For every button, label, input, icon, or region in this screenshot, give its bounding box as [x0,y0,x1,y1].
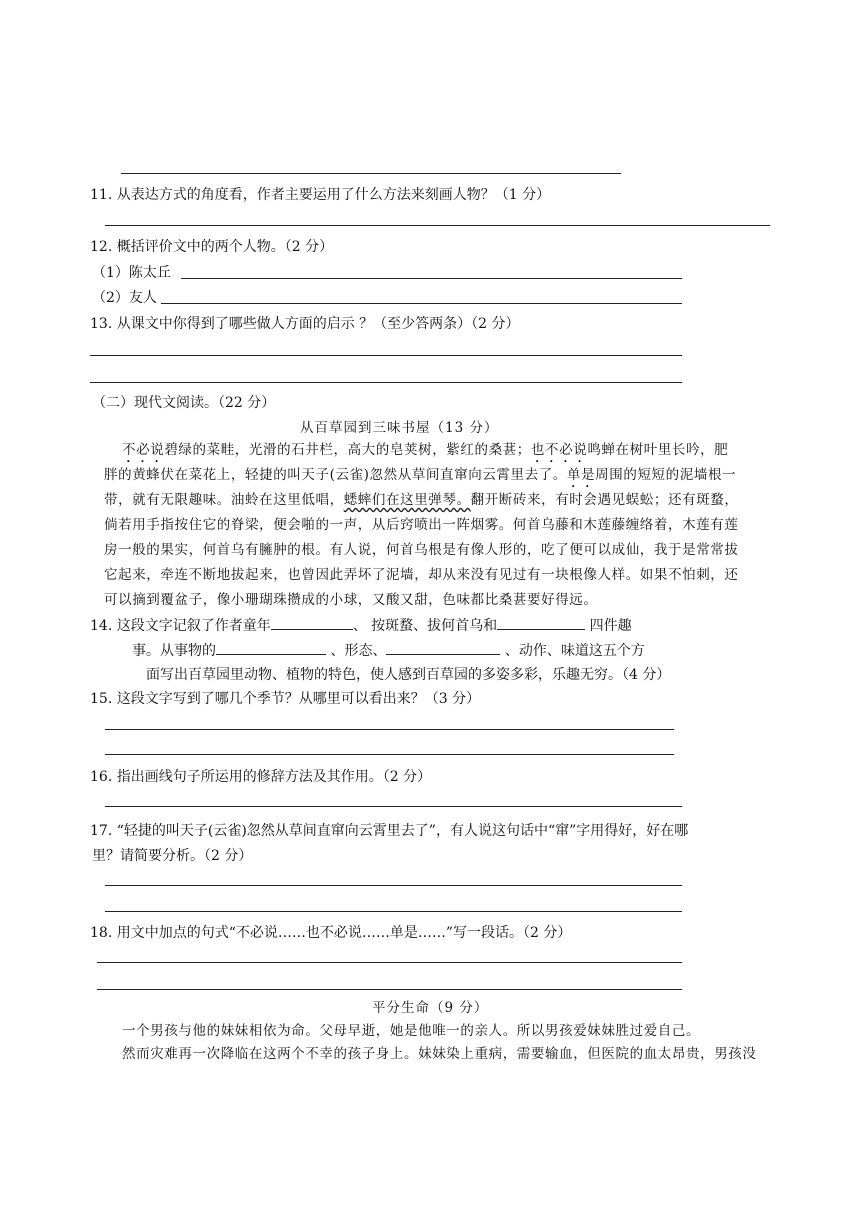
answer-line[interactable] [121,173,621,174]
section-heading: （二）现代文阅读。（22 分） [92,395,276,411]
blank-field[interactable] [216,640,326,655]
question-17-line-2: 里？请简要分析。（2 分） [92,848,253,864]
answer-line[interactable] [105,225,770,226]
answer-line[interactable] [90,355,682,356]
dotted-phrase: 单是 [566,467,596,483]
passage-line: 不必说碧绿的菜畦，光滑的石井栏，高大的皂荚树，紫红的桑葚；也不必说鸣蝉在树叶里长吟，肥 [122,442,729,458]
passage-line: 带，就有无限趣味。油蛉在这里低唱，蟋蟀们在这里弹琴。翻开断砖来，有时会遇见蜈蚣；还有斑蝥， [104,492,739,508]
blank-field[interactable] [386,640,500,655]
question-17: 17. “轻捷的叫天子(云雀)忽然从草间直窜向云霄里去了”，有人说这句话中“窜”字用得好，好在哪 [90,823,689,839]
answer-line[interactable] [97,962,682,963]
passage-line: 一个男孩与他的妹妹相依为命。父母早逝，她是他唯一的亲人。所以男孩爱妹妹胜过爱自己。 [122,1023,701,1039]
passage-line: 然而灾难再一次降临在这两个不幸的孩子身上。妹妹染上重病，需要输血，但医院的血太昂贵，男孩没 [122,1046,757,1062]
question-14-line-3: 面写出百草园里动物、植物的特色，使人感到百草园的多姿多彩，乐趣无穷。（4 分） [146,667,671,683]
passage-line: 可以摘到覆盆子，像小珊瑚珠攒成的小球，又酸又甜，色味都比桑葚要好得远。 [104,592,598,608]
answer-line[interactable] [97,989,682,990]
question-11: 11. 从表达方式的角度看，作者主要运用了什么方法来刻画人物？（1 分） [90,187,551,203]
question-13: 13. 从课文中你得到了哪些做人方面的启示 ？（至少答两条）（2 分） [90,316,520,332]
blank-field[interactable] [497,615,585,630]
question-14-line-2: 事。从事物的 、形态、 、动作、味道这五个方 [132,640,645,660]
passage-line: 它起来，牵连不断地拔起来，也曾因此弄坏了泥墙，却从来没有见过有一块根像人样。如果不怕刺，还 [104,567,739,583]
answer-line[interactable] [90,382,682,383]
question-12: 12. 概括评价文中的两个人物。（2 分） [90,239,334,255]
passage-line: 胖的黄蜂伏在菜花上，轻捷的叫天子(云雀)忽然从草间直窜向云霄里去了。单是周围的短短的泥墙根一 [104,467,737,483]
answer-line[interactable] [161,303,682,304]
passage-title: 从百草园到三味书屋（13 分） [300,420,499,436]
answer-line[interactable] [105,885,682,886]
answer-line[interactable] [105,754,674,755]
blank-field[interactable] [271,615,353,630]
dotted-phrase: 也不必说 [530,442,588,458]
dotted-phrase: 不必说 [122,442,165,458]
answer-line[interactable] [105,729,674,730]
answer-line[interactable] [105,911,682,912]
answer-line[interactable] [105,806,682,807]
passage-title: 平分生命（9 分） [372,1000,489,1016]
question-12-item-1: （1）陈太丘 [92,265,171,281]
question-16: 16. 指出画线句子所运用的修辞方法及其作用。（2 分） [90,769,432,785]
passage-line: 倘若用手指按住它的脊梁，便会啪的一声，从后窍喷出一阵烟雾。何首乌藤和木莲藤缠络着，木莲有莲 [104,517,739,533]
underlined-sentence: 蟋蟀们在这里弹琴。 [343,492,471,508]
question-14: 14. 这段文字记叙了作者童年 、 按斑蝥、拔何首乌和 四件趣 [90,615,632,635]
passage-line: 房一般的果实，何首乌有臃肿的根。有人说，何首乌根是有像人形的，吃了便可以成仙，我于是常常拔 [104,542,739,558]
question-18: 18. 用文中加点的句式“不必说……也不必说……单是……”写一段话。（2 分） [90,925,572,941]
question-12-item-2: （2）友人 [92,290,157,306]
question-15: 15. 这段文字写到了哪几个季节？从哪里可以看出来？（3 分） [90,691,481,707]
answer-line[interactable] [181,278,682,279]
